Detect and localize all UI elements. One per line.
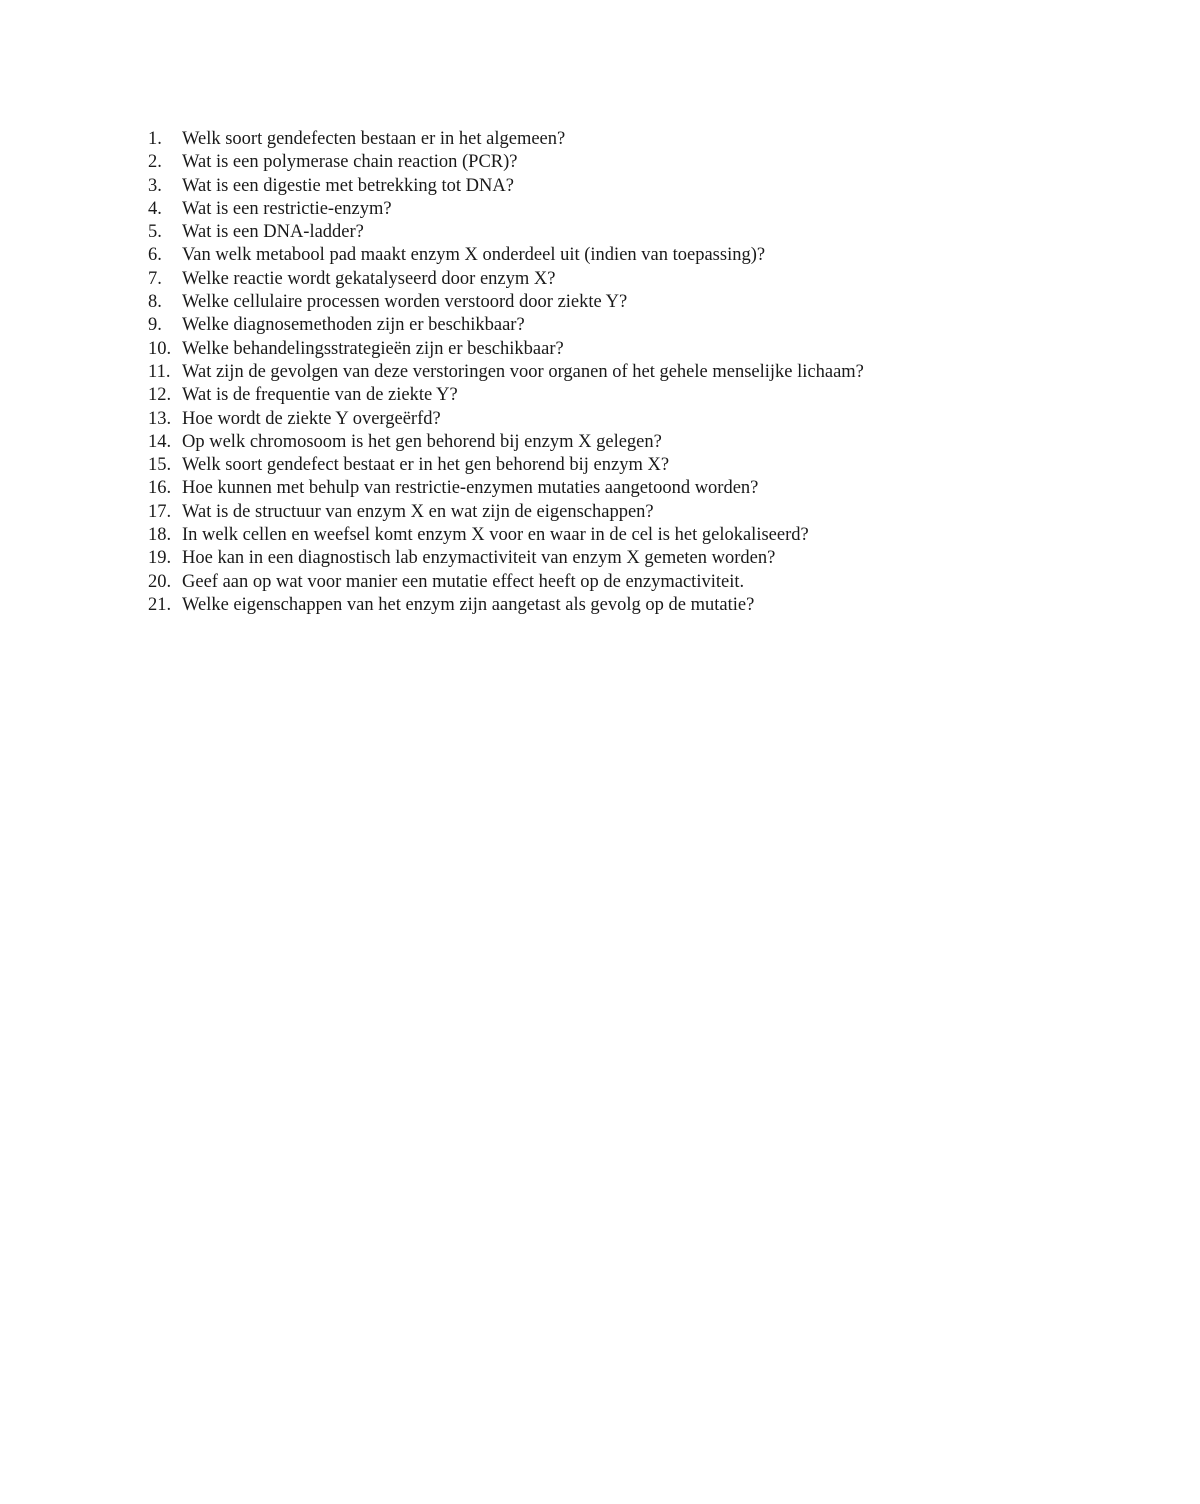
question-text: Wat is de frequentie van de ziekte Y? <box>182 385 458 406</box>
question-number: 5. <box>148 222 162 243</box>
question-text: In welk cellen en weefsel komt enzym X voor en waar in de cel is het gelokaliseerd? <box>182 525 809 546</box>
question-number: 20. <box>148 571 172 592</box>
question-item-1 <box>148 128 864 151</box>
question-item-3 <box>148 175 864 198</box>
question-item-12 <box>148 384 864 407</box>
question-text: Geef aan op wat voor manier een mutatie effect heeft op de enzymactiviteit. <box>182 571 745 592</box>
question-text: Van welk metabool pad maakt enzym X onderdeel uit (indien van toepassing)? <box>182 245 766 266</box>
question-list <box>148 128 864 617</box>
question-item-19 <box>148 547 864 570</box>
question-text: Welk soort gendefecten bestaan er in het algemeen? <box>182 129 566 149</box>
question-number: 14. <box>148 431 172 452</box>
question-number: 18. <box>148 525 172 546</box>
question-text: Welk soort gendefect bestaat er in het gen behorend bij enzym X? <box>182 455 670 476</box>
question-number: 6. <box>148 245 162 266</box>
question-text: Wat zijn de gevolgen van deze verstoringen voor organen of het gehele menselijke lichaam? <box>182 361 864 382</box>
question-text: Hoe kan in een diagnostisch lab enzymactiviteit van enzym X gemeten worden? <box>182 548 776 569</box>
question-text: Welke reactie wordt gekatalyseerd door enzym X? <box>182 268 556 289</box>
question-number: 13. <box>148 408 172 429</box>
question-text: Op welk chromosoom is het gen behorend bij enzym X gelegen? <box>182 431 662 452</box>
question-item-20 <box>148 571 864 594</box>
question-text: Wat is een polymerase chain reaction (PCR)? <box>182 152 518 173</box>
question-text: Wat is een DNA-ladder? <box>182 222 364 243</box>
question-number: 19. <box>148 548 172 569</box>
question-item-18 <box>148 524 864 547</box>
question-number: 3. <box>148 175 162 196</box>
question-number: 16. <box>148 478 172 499</box>
question-text: Welke diagnosemethoden zijn er beschikbaar? <box>182 315 525 336</box>
question-text: Welke behandelingsstrategieën zijn er beschikbaar? <box>182 338 564 359</box>
question-item-16 <box>148 477 864 500</box>
question-item-10 <box>148 338 864 361</box>
question-number: 21. <box>148 594 172 615</box>
question-item-11 <box>148 361 864 384</box>
question-item-2 <box>148 151 864 174</box>
question-text: Welke eigenschappen van het enzym zijn aangetast als gevolg op de mutatie? <box>182 594 755 615</box>
question-text: Wat is een digestie met betrekking tot DNA? <box>182 175 514 196</box>
question-item-21 <box>148 594 864 617</box>
question-item-17 <box>148 501 864 524</box>
question-number: 17. <box>148 501 172 522</box>
question-item-13 <box>148 408 864 431</box>
question-number: 2. <box>148 152 162 173</box>
question-number: 4. <box>148 198 162 219</box>
question-item-6 <box>148 244 864 267</box>
question-text: Welke cellulaire processen worden verstoord door ziekte Y? <box>182 292 628 313</box>
question-text: Wat is de structuur van enzym X en wat zijn de eigenschappen? <box>182 501 654 522</box>
question-number: 11. <box>148 361 171 382</box>
question-text: Hoe wordt de ziekte Y overgeërfd? <box>182 408 441 429</box>
question-item-9 <box>148 314 864 337</box>
question-text: Wat is een restrictie-enzym? <box>182 198 392 219</box>
question-number: 10. <box>148 338 172 359</box>
question-item-14 <box>148 431 864 454</box>
question-number: 9. <box>148 315 162 336</box>
question-number: 15. <box>148 455 172 476</box>
question-item-4 <box>148 198 864 221</box>
question-item-8 <box>148 291 864 314</box>
question-item-5 <box>148 221 864 244</box>
question-text: Hoe kunnen met behulp van restrictie-enzymen mutaties aangetoond worden? <box>182 478 759 499</box>
question-number: 1. <box>148 129 162 149</box>
question-number: 8. <box>148 292 162 313</box>
question-item-15 <box>148 454 864 477</box>
question-number: 12. <box>148 385 172 406</box>
question-item-7 <box>148 268 864 291</box>
question-number: 7. <box>148 268 162 289</box>
